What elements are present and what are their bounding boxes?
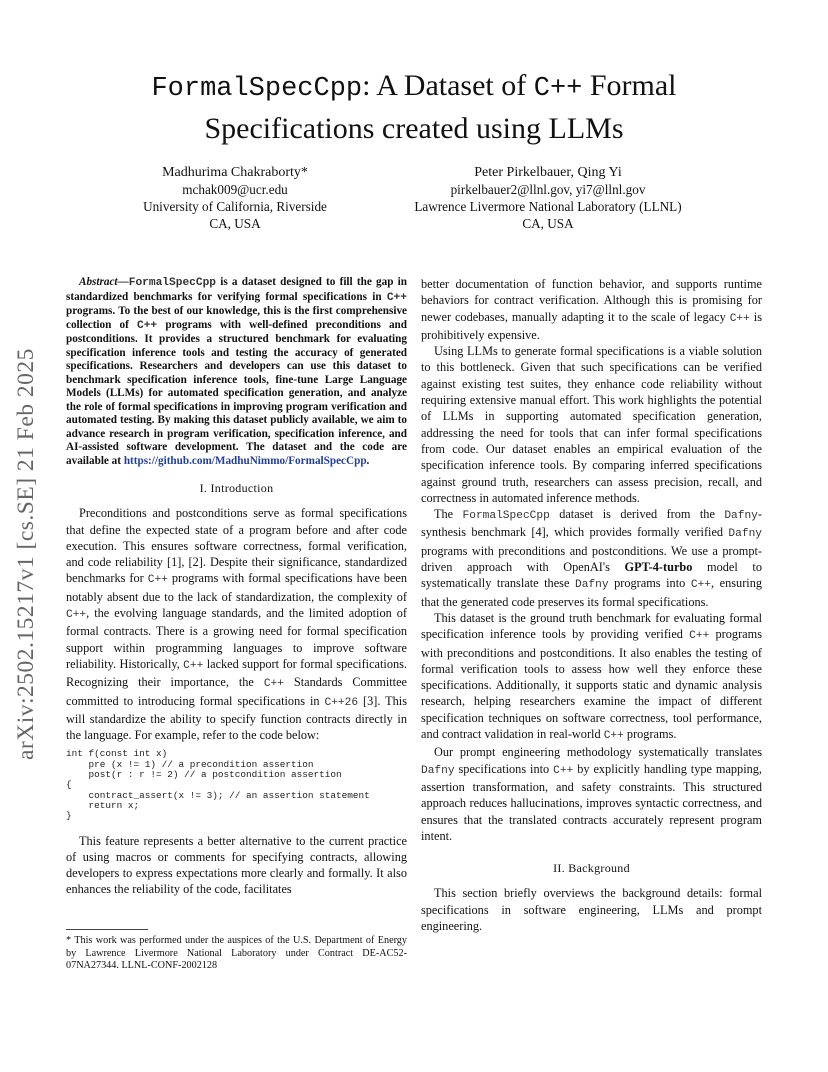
arxiv-watermark xyxy=(13,290,49,760)
author-name: Peter Pirkelbauer, Qing Yi xyxy=(474,165,622,180)
title-part: Formal xyxy=(582,69,677,102)
right-paragraph-1 xyxy=(421,343,762,506)
title-cpp: C++ xyxy=(533,74,583,104)
abstract-label: Abstract xyxy=(79,276,118,288)
title-line-2: Specifications created using LLMs xyxy=(204,112,624,145)
section-heading-introduction: I. Introduction xyxy=(199,481,274,495)
dafny-inline: Dafny xyxy=(421,764,455,777)
cpp-inline: C++ xyxy=(183,659,204,672)
right-paragraph-3 xyxy=(421,610,762,744)
paragraph-text: model to systematically translate these xyxy=(421,560,762,591)
paragraph-text: Our prompt engineering methodology systematically translates xyxy=(434,745,762,760)
paragraph-text: programs with preconditions and postconditions. It also enables the testing of formal verification tools to assess how well they enforce these specifications. Additionally, it supports static and dynamic analysis research, helping researchers examine the impact of different specification techniques on software correctness, tool performance, and contract validation in real-world xyxy=(421,627,762,742)
right-paragraph-2 xyxy=(421,506,762,610)
paragraph-text: , the evolving language standards, and the limited adoption of formal contracts. There is a growing need for formal specification support within programming languages to improve software reliability. Historically, xyxy=(66,606,407,671)
author-location: CA, USA xyxy=(522,216,574,231)
cpp-inline: C++ xyxy=(690,579,712,592)
paragraph-text: is prohibitively expensive. xyxy=(421,309,762,342)
abstract-text: is a dataset designed to fill the gap in standardized benchmarks for verifying formal specifications in xyxy=(66,276,407,303)
paragraph-text: This section briefly overviews the background details: formal specifications in software engineering, LLMs and prompt engineering. xyxy=(421,886,762,933)
cpp-inline: C++ xyxy=(603,730,624,743)
paragraph-text: Standards Committee committed to introducing formal specifications in xyxy=(66,675,407,708)
author-email: pirkelbauer2@llnl.gov, yi7@llnl.gov xyxy=(450,182,646,197)
abstract-dash: — xyxy=(117,276,129,288)
paper-title xyxy=(60,66,768,149)
author-name: Madhurima Chakraborty* xyxy=(162,165,308,180)
dafny-inline: Dafny xyxy=(728,528,762,541)
intro-paragraph-1 xyxy=(66,505,407,743)
footnote xyxy=(66,935,407,973)
paragraph-text: The xyxy=(434,507,463,522)
abstract-text: programs with well-defined preconditions and postconditions. It provides a structured benchmark for evaluating specification inference tools and testing the accuracy of generated specifications. Researchers and developers can use this dataset to benchmark specification inference tools, fine-tune Large Language Models (LLMs) for automated specification generation, and analyze the role of formal specifications in improving program verification and automated testing. By making this dataset publicly available, we aim to advance research in program verification, specification inference, and AI-assisted software development. The dataset and the code are available at xyxy=(66,318,407,467)
author-block-2 xyxy=(398,164,698,232)
author-location: CA, USA xyxy=(209,216,261,231)
cpp-inline: C++ xyxy=(263,678,284,691)
paragraph-text: dataset is derived from the xyxy=(549,507,725,522)
abstract-text: . xyxy=(366,454,370,467)
github-link[interactable]: https://github.com/MadhuNimmo/FormalSpecCpp xyxy=(123,454,367,467)
paragraph-text: This feature represents a better alternative to the current practice of using macros or comments for specifying contracts, allowing developers to express expectations more clearly and formally. It also enhances the reliability of the code, facilitates xyxy=(66,833,407,897)
title-part: : A Dataset of xyxy=(362,69,534,102)
paragraph-text: , ensuring that the generated code preserves its formal specifications. xyxy=(421,576,763,609)
cpp-inline: C++ xyxy=(553,764,574,777)
paragraph-text: Preconditions and postconditions serve as formal specifications that define the expected state of a program before and after code execution. This ensures software correctness, formal verification, and code reliability [1], [2]. Despite their significance, standardized benchmarks for xyxy=(66,506,407,586)
left-column xyxy=(66,276,407,898)
paragraph-text: specifications into xyxy=(454,761,554,776)
section-heading-background: II. Background xyxy=(553,861,630,876)
right-paragraph-4 xyxy=(421,744,762,844)
abstract xyxy=(66,276,407,468)
paragraph-text: Using LLMs to generate formal specifications is a viable solution to this bottleneck. Given that such specifications can be verified against existing test suites, they enhance code reliability without requiring extensive manual effort. This work highlights the potential of LLMs in supporting automated specification generation, addressing the need for tools that can infer formal specifications from code. Our dataset enables an empirical evaluation of the specification inference tools. By comparing inferred specifications against ground truth, researchers can assess precision, recall, and correctness in automated inference methods. xyxy=(421,344,762,505)
abstract-text: programs. To the best of our knowledge, this is the first comprehensive collection of xyxy=(66,305,407,331)
author-block-1 xyxy=(120,164,350,232)
abstract-cpp: C++ xyxy=(137,319,158,332)
cpp-inline: C++ xyxy=(689,630,710,643)
dataset-name-inline: FormalSpecCpp xyxy=(462,510,550,523)
paragraph-text: programs with formal specifications have been notably absent due to the lack of standardization, the complexity of xyxy=(66,571,407,604)
right-column xyxy=(421,276,762,934)
author-affiliation: University of California, Riverside xyxy=(143,199,327,214)
footnote-rule xyxy=(66,929,148,930)
arxiv-id-text: arXiv:2502.15217v1 [cs.SE] 21 Feb 2025 xyxy=(13,348,39,760)
cpp-inline: C++ xyxy=(66,609,87,622)
paragraph-text: lacked support for formal specifications. Recognizing their importance, the xyxy=(66,656,407,690)
right-paragraph-0 xyxy=(421,276,762,343)
cpp26-inline: C++26 xyxy=(324,696,359,709)
footnote-text: * This work was performed under the auspices of the U.S. Department of Energy by Lawrence Livermore National Laboratory under Contract DE-AC52-07NA27344. LLNL-CONF-2002128 xyxy=(66,935,407,972)
code-listing: int f(const int x) pre (x != 1) // a precondition assertion post(r : r != 2) // a postcondition assertion { contract_assert(x != 3); // an assertion statement return x; } xyxy=(66,748,370,822)
model-name: GPT-4-turbo xyxy=(624,560,693,575)
background-paragraph xyxy=(421,885,762,934)
dafny-inline: Dafny xyxy=(724,510,758,523)
paragraph-text: better documentation of function behavior, and supports runtime behaviors for contract verification. Although this is promising for newer codebases, manually adapting it to the scale of legacy xyxy=(421,277,762,324)
paragraph-text: by explicitly handling type mapping, assertion transformation, and safety constraints. This structured approach reduces hallucinations, improves syntactic correctness, and ensures that the translated contracts accurately represent program intent. xyxy=(421,761,762,843)
cpp-inline: C++ xyxy=(147,574,168,587)
paragraph-text: programs. xyxy=(623,727,677,742)
intro-paragraph-2 xyxy=(66,833,407,898)
abstract-dataset-name: FormalSpecCpp xyxy=(128,277,217,289)
abstract-cpp: C++ xyxy=(386,291,407,304)
author-email: mchak009@ucr.edu xyxy=(182,182,288,197)
paragraph-text: programs into xyxy=(608,576,691,591)
paragraph-text: [3]. This will standardize the ability to specify function contracts directly in the language. For example, refer to the code below: xyxy=(66,693,408,743)
paragraph-text: -synthesis benchmark [4], which provides formally verified xyxy=(421,507,762,540)
title-dataset-name: FormalSpecCpp xyxy=(151,74,363,104)
cpp-inline: C++ xyxy=(729,312,750,325)
author-affiliation: Lawrence Livermore National Laboratory (LLNL) xyxy=(414,199,682,214)
paragraph-text: programs with preconditions and postconditions. We use a prompt-driven approach with OpenAI's xyxy=(421,543,762,575)
dafny-inline: Dafny xyxy=(574,579,609,592)
paragraph-text: This dataset is the ground truth benchmark for evaluating formal specification inference tools by providing verified xyxy=(421,610,762,642)
